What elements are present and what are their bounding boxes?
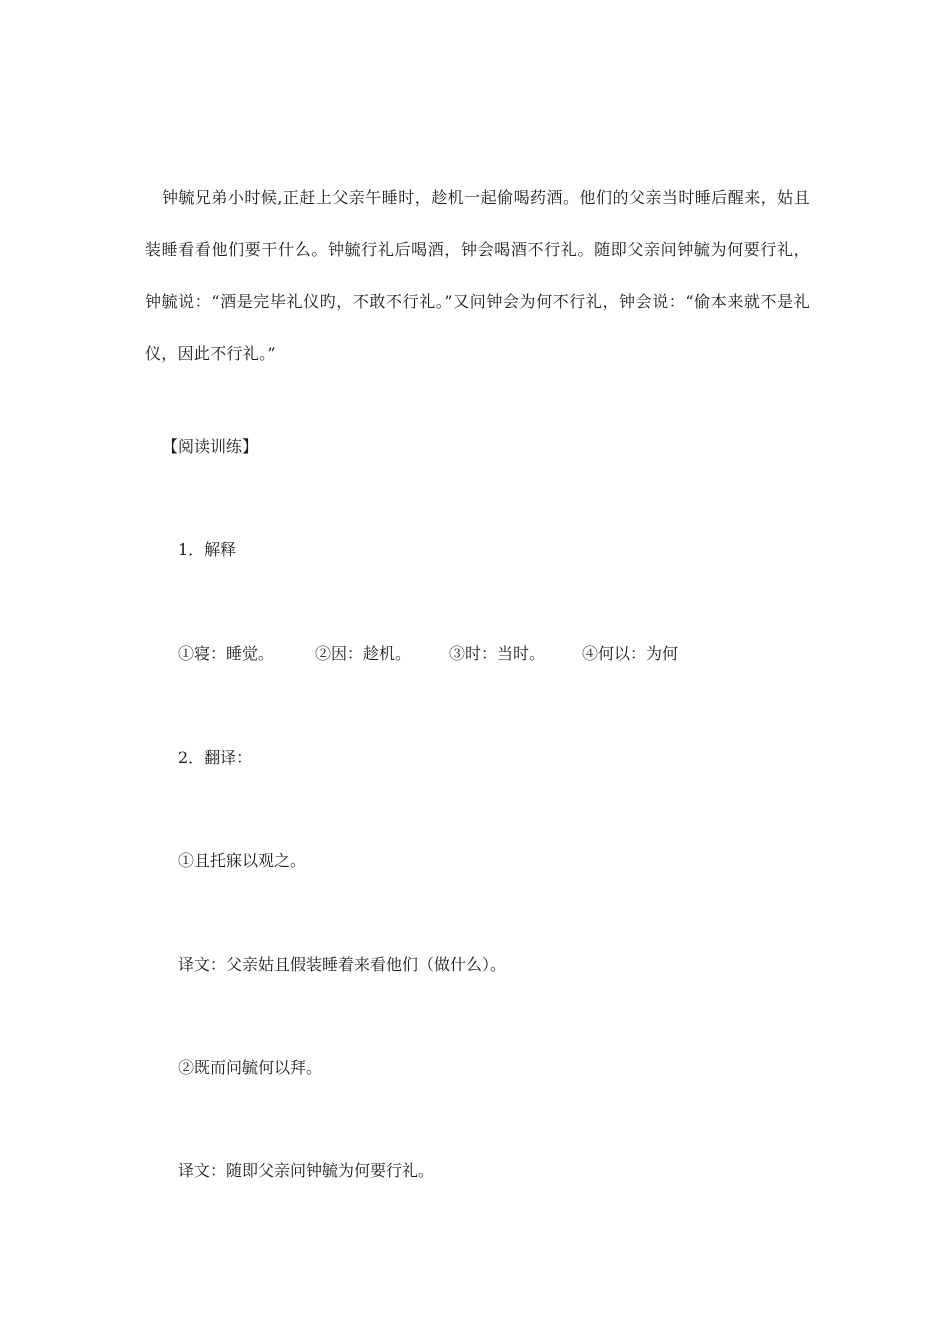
definition-item: ①寝：睡觉。	[178, 644, 275, 663]
section-heading: 【阅读训练】	[162, 437, 259, 456]
question-2-title: 2．翻译：	[178, 748, 253, 767]
translation-source-2: ②既而问毓何以拜。	[178, 1058, 323, 1077]
translation-answer-1: 译文：父亲姑且假装睡着来看他们（做什么）。	[178, 955, 507, 974]
definition-item: ③时：当时。	[449, 644, 546, 663]
translation-answer-2: 译文：随即父亲问钟毓为何要行礼。	[178, 1161, 435, 1180]
translation-source-1: ①且托寐以观之。	[178, 851, 307, 870]
definition-item: ②因：趁机。	[315, 644, 412, 663]
question-1-title: 1．解释	[178, 540, 237, 559]
definitions-row	[178, 644, 678, 664]
story-paragraph: 钟毓兄弟小时候,正赶上父亲午睡时，趁机一起偷喝药酒。他们的父亲当时睡后醒来，姑且装睡看看他们要干什么。钟毓行礼后喝酒，钟会喝酒不行礼。随即父亲问钟毓为何要行礼，钟毓说：“酒是完毕礼仪旳，不敢不行礼。”又问钟会为何不行礼，钟会说：“偷本来就不是礼仪，因此不行礼。”	[145, 188, 810, 363]
definition-item: ④何以：为何	[582, 644, 679, 663]
